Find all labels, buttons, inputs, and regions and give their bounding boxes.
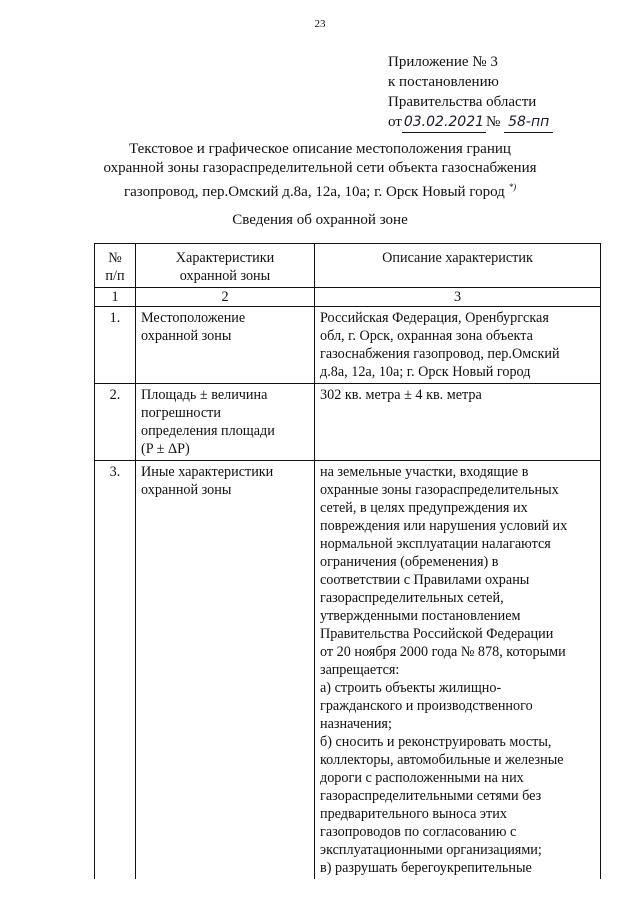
description-line: эксплуатационными организациями; bbox=[320, 842, 542, 858]
title-line-2: охранной зоны газораспределительной сети объекта газоснабжения bbox=[103, 160, 537, 176]
description-line: коллекторы, автомобильные и железные bbox=[320, 752, 564, 768]
handwritten-number: 58-пп bbox=[504, 112, 553, 133]
appendix-line-1: Приложение № 3 bbox=[388, 54, 498, 70]
row-characteristic bbox=[136, 461, 315, 880]
table-row bbox=[95, 307, 601, 384]
appendix-header bbox=[388, 52, 553, 133]
footnote-mark: *) bbox=[508, 182, 517, 192]
description-line: предварительного выноса этих bbox=[320, 806, 507, 822]
row-number: 1. bbox=[95, 307, 136, 384]
document-title bbox=[0, 140, 640, 202]
page-number: 23 bbox=[314, 18, 326, 30]
title-line-3-text: газопровод, пер.Омский д.8а, 12а, 10а; г. Орск Новый город bbox=[123, 184, 505, 200]
description-line: 302 кв. метра ± 4 кв. метра bbox=[320, 387, 482, 403]
appendix-date-line bbox=[388, 112, 553, 133]
description-line: на земельные участки, входящие в bbox=[320, 464, 529, 480]
header-description: Описание характеристик bbox=[315, 244, 601, 288]
description-line: обл, г. Орск, охранная зона объекта bbox=[320, 328, 533, 344]
description-line: д.8а, 12а, 10а; г. Орск Новый город bbox=[320, 364, 531, 380]
description-line: повреждения или нарушения условий их bbox=[320, 518, 568, 534]
description-line: газопроводов по согласованию с bbox=[320, 824, 517, 840]
row-number: 3. bbox=[95, 461, 136, 880]
description-line: в) разрушать берегоукрепительные bbox=[320, 860, 532, 876]
header-number-line-2: п/п bbox=[105, 268, 125, 284]
description-line: назначения; bbox=[320, 716, 392, 732]
description-line: сетей, в целях предупреждения их bbox=[320, 500, 528, 516]
description-line: ограничения (обременения) в bbox=[320, 554, 499, 570]
date-prefix: от bbox=[388, 114, 402, 130]
characteristic-line: охранной зоны bbox=[141, 328, 232, 344]
row-characteristic bbox=[136, 307, 315, 384]
appendix-line-3: Правительства области bbox=[388, 94, 537, 110]
description-line: дороги с расположенными на них bbox=[320, 770, 524, 786]
description-line: Правительства Российской Федерации bbox=[320, 626, 554, 642]
column-number-2: 2 bbox=[136, 288, 315, 307]
row-description bbox=[315, 461, 601, 880]
handwritten-date: 03.02.2021 bbox=[402, 112, 486, 133]
table-header-row bbox=[95, 244, 601, 288]
characteristic-line: охранной зоны bbox=[141, 482, 232, 498]
header-number bbox=[95, 244, 136, 288]
zone-info-table bbox=[94, 243, 601, 879]
number-sign: № bbox=[486, 114, 501, 130]
appendix-line-2: к постановлению bbox=[388, 74, 499, 90]
description-line: соответствии с Правилами охраны bbox=[320, 572, 530, 588]
title-line-1: Текстовое и графическое описание местоположения границ bbox=[129, 141, 511, 157]
characteristic-line: Местоположение bbox=[141, 310, 246, 326]
description-line: газоснабжения газопровод, пер.Омский bbox=[320, 346, 560, 362]
row-description bbox=[315, 307, 601, 384]
row-description bbox=[315, 384, 601, 461]
table-row bbox=[95, 384, 601, 461]
description-line: нормальной эксплуатации налагаются bbox=[320, 536, 551, 552]
header-characteristics-line-2: охранной зоны bbox=[179, 268, 271, 284]
column-number-1: 1 bbox=[95, 288, 136, 307]
description-line: а) строить объекты жилищно- bbox=[320, 680, 502, 696]
header-characteristics-line-1: Характеристики bbox=[175, 250, 275, 266]
description-line: газораспределительными сетями без bbox=[320, 788, 542, 804]
row-number: 2. bbox=[95, 384, 136, 461]
description-line: запрещается: bbox=[320, 662, 400, 678]
column-number-3: 3 bbox=[315, 288, 601, 307]
section-title: Сведения об охранной зоне bbox=[232, 212, 408, 228]
description-line: охранные зоны газораспределительных bbox=[320, 482, 559, 498]
characteristic-line: Иные характеристики bbox=[141, 464, 274, 480]
characteristic-line: погрешности bbox=[141, 405, 221, 421]
characteristic-line: Площадь ± величина bbox=[141, 387, 268, 403]
header-characteristics bbox=[136, 244, 315, 288]
description-line: утвержденными постановлением bbox=[320, 608, 521, 624]
characteristic-line: (P ± ΔP) bbox=[141, 441, 190, 457]
characteristic-line: определения площади bbox=[141, 423, 275, 439]
row-characteristic bbox=[136, 384, 315, 461]
title-line-3 bbox=[0, 178, 640, 202]
description-line: Российская Федерация, Оренбургская bbox=[320, 310, 549, 326]
description-line: от 20 ноября 2000 года № 878, которыми bbox=[320, 644, 566, 660]
table-row bbox=[95, 461, 601, 880]
description-line: б) сносить и реконструировать мосты, bbox=[320, 734, 552, 750]
header-number-line-1: № bbox=[108, 250, 122, 266]
description-line: гражданского и производственного bbox=[320, 698, 533, 714]
table-column-numbers-row bbox=[95, 288, 601, 307]
description-line: газораспределительных сетей, bbox=[320, 590, 504, 606]
